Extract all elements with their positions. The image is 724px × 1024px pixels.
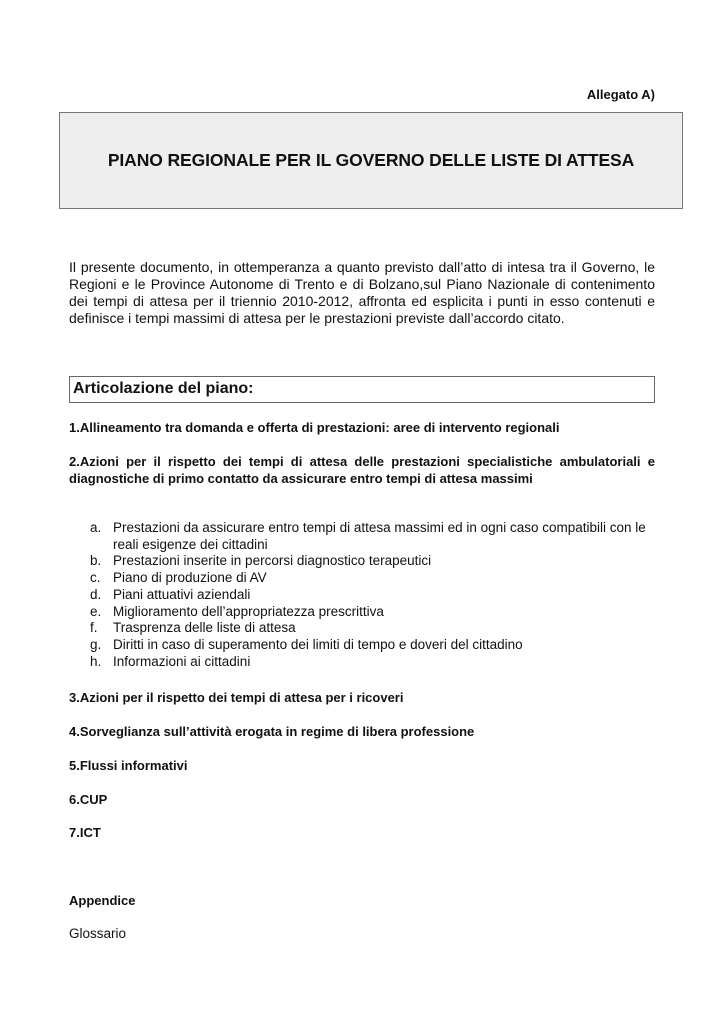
list-item-text: Piano di produzione di AV: [113, 570, 267, 586]
outline-heading-box: [69, 376, 655, 403]
list-item-text: Diritti in caso di superamento dei limiti di tempo e doveri del cittadino: [113, 636, 523, 652]
title-box: [59, 112, 683, 209]
section-4: 4.Sorveglianza sull’attività erogata in regime di libera professione: [69, 724, 475, 739]
intro-paragraph: Il presente documento, in ottemperanza a quanto previsto dall’atto di intesa tra il Governo, le Regioni e le Province Autonome di Trento e di Bolzano,sul Piano Nazionale di contenimento dei tempi di attesa per il triennio 2010-2012, affronta ed esplicita i punti in esso contenuti e definisce i tempi massimi di attesa per le prestazioni previste dall’accordo citato.: [69, 259, 655, 326]
outline-heading: Articolazione del piano:: [73, 380, 254, 397]
list-marker: h.: [90, 653, 102, 669]
section-1: 1.Allineamento tra domanda e offerta di prestazioni: aree di intervento regionali: [69, 420, 560, 435]
list-item-text: Prestazioni inserite in percorsi diagnostico terapeutici: [113, 553, 432, 569]
appendix-item-glossary: Glossario: [69, 926, 127, 941]
section-6: 6.CUP: [69, 792, 108, 807]
list-marker: g.: [90, 636, 102, 652]
list-marker: a.: [90, 520, 102, 535]
appendix-heading: Appendice: [69, 893, 136, 908]
list-item: [90, 604, 660, 621]
list-marker: c.: [90, 570, 101, 586]
list-item: [90, 520, 660, 553]
list-item: [90, 570, 660, 587]
list-item: [90, 553, 660, 570]
list-item: [90, 654, 660, 671]
list-item: [90, 620, 660, 637]
section-5: 5.Flussi informativi: [69, 758, 188, 773]
subitem-list: [90, 520, 660, 670]
list-marker: b.: [90, 553, 102, 569]
list-item: [90, 587, 660, 604]
list-marker: f.: [90, 620, 98, 636]
list-item-text: Miglioramento dell’appropriatezza prescrittiva: [113, 603, 384, 619]
list-item-text: Informazioni ai cittadini: [113, 653, 251, 669]
section-7: 7.ICT: [69, 825, 101, 840]
section-3: 3.Azioni per il rispetto dei tempi di attesa per i ricoveri: [69, 690, 404, 705]
list-item-text: Prestazioni da assicurare entro tempi di attesa massimi ed in ogni caso compatibili con le reali esigenze dei cittadini: [113, 520, 646, 552]
list-item-text: Trasprenza delle liste di attesa: [113, 620, 296, 636]
document-title: PIANO REGIONALE PER IL GOVERNO DELLE LISTE DI ATTESA: [107, 150, 635, 170]
list-marker: d.: [90, 586, 102, 602]
list-item: [90, 637, 660, 654]
list-item-text: Piani attuativi aziendali: [113, 586, 251, 602]
list-marker: e.: [90, 603, 102, 619]
annex-label: Allegato A): [586, 87, 655, 102]
section-2: 2.Azioni per il rispetto dei tempi di attesa delle prestazioni specialistiche ambulatoriali e diagnostiche di primo contatto da assicurare entro tempi di attesa massimi: [69, 454, 655, 486]
